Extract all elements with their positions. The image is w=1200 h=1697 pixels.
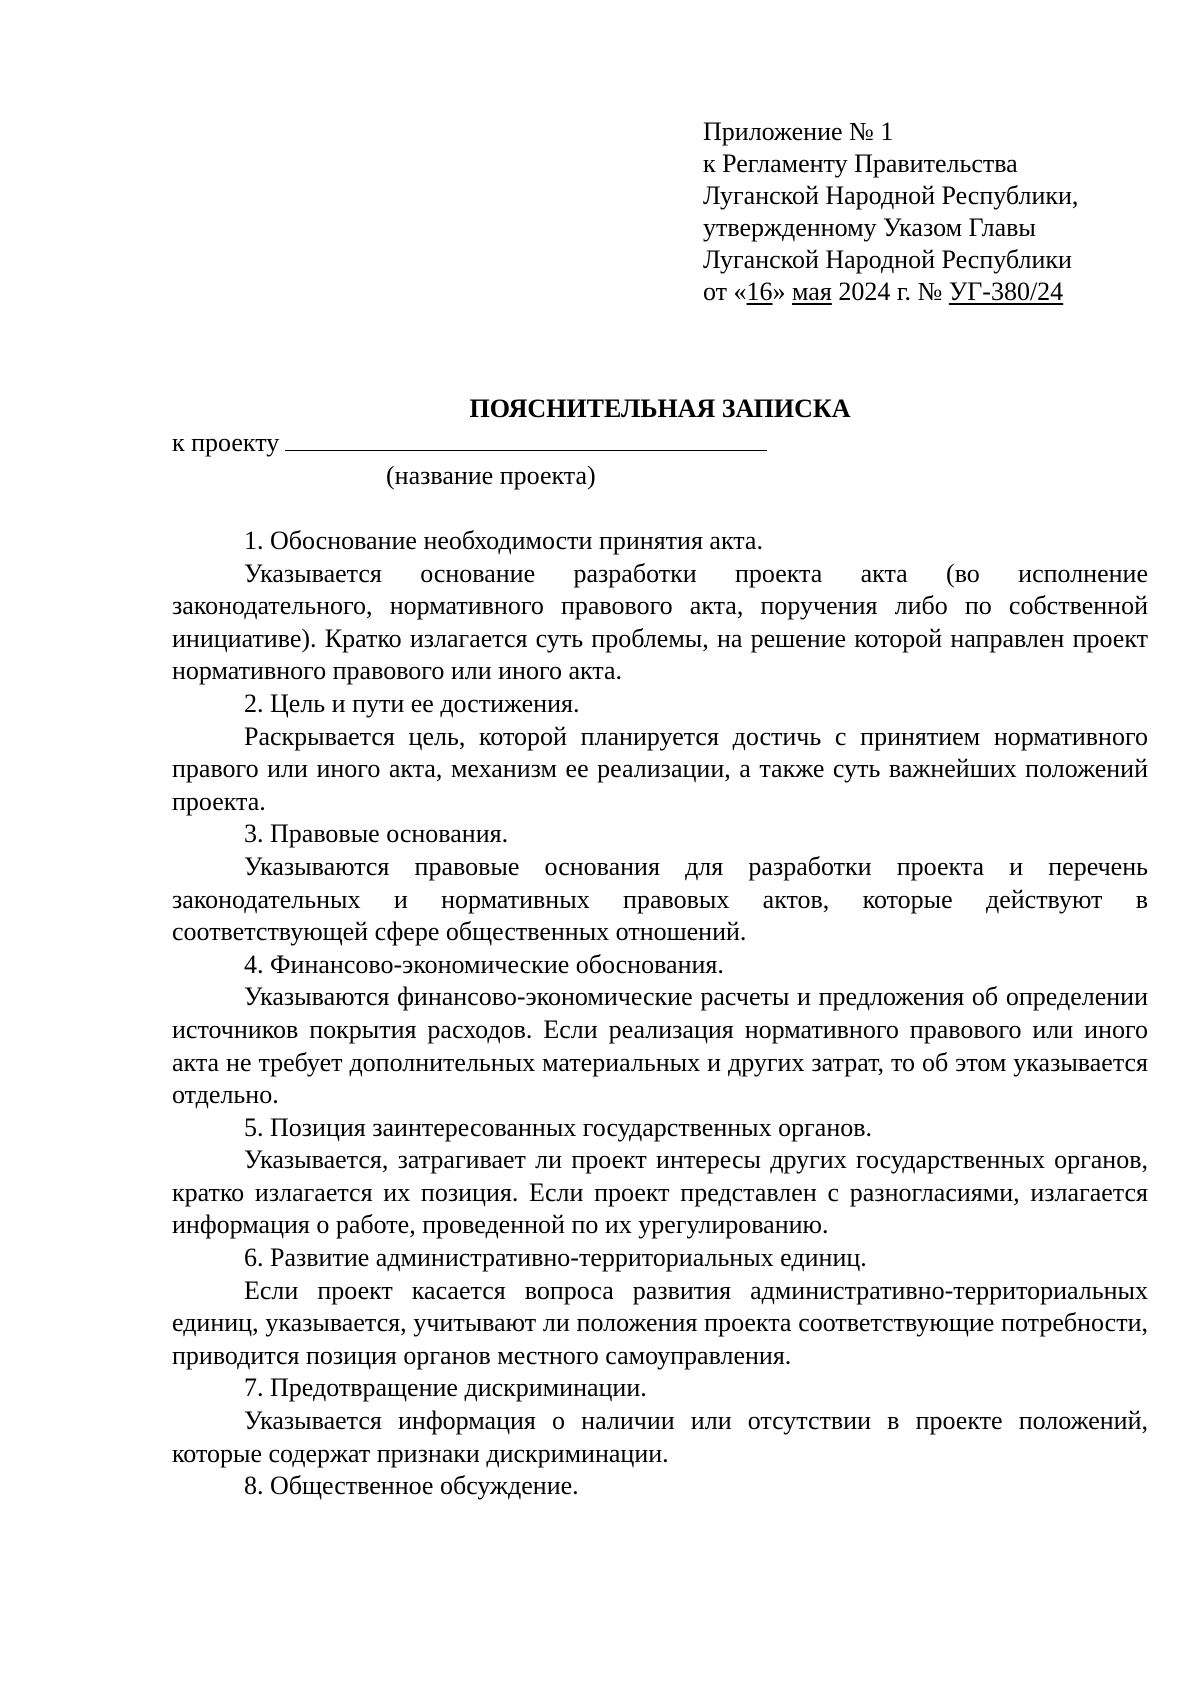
section-text: Указывается, затрагивает ли проект интересы других государственных органов, кратко излагается их позиция. Если проект представлен с разногласиями, излагается информация о работе, проведенной по их урегулированию. <box>172 1145 1148 1240</box>
appendix-line: утвержденному Указом Главы <box>703 213 1036 242</box>
section-heading: 6. Развитие административно-территориальных единиц. <box>244 1243 867 1273</box>
document-title: ПОЯСНИТЕЛЬНАЯ ЗАПИСКА <box>469 394 851 423</box>
section-text: Указывается информация о наличии или отсутствии в проекте положений, которые содержат признаки дискриминации. <box>172 1406 1148 1468</box>
section-heading: 1. Обоснование необходимости принятия акта. <box>244 526 763 555</box>
date-prefix: от « <box>703 277 747 306</box>
project-caption: (название проекта) <box>386 461 596 490</box>
date-day: 16 <box>746 277 773 306</box>
date-year: 2024 г. № <box>831 277 949 306</box>
decree-number: УГ-380/24 <box>948 277 1064 306</box>
appendix-header <box>703 116 1078 308</box>
section-heading: 2. Цель и пути ее достижения. <box>244 688 580 718</box>
date-month: мая <box>792 277 832 306</box>
appendix-line: к Регламенту Правительства <box>703 149 1018 178</box>
section-heading: 3. Правовые основания. <box>244 819 509 849</box>
section-text: Раскрывается цель, которой планируется достичь с принятием нормативного правого или иного акта, механизм ее реализации, а также суть важнейших положений проекта. <box>172 721 1148 816</box>
section-heading: 7. Предотвращение дискриминации. <box>244 1373 647 1403</box>
date-separator: » <box>772 277 793 306</box>
section-text: Указывается основание разработки проекта акта (во исполнение законодательного, нормативного правового акта, поручения либо по собственной инициативе). Кратко излагается суть проблемы, на решение которой направлен проект нормативного правового или иного акта. <box>172 558 1148 686</box>
section-text: Указываются финансово-экономические расчеты и предложения об определении источников покрытия расходов. Если реализация нормативного правового или иного акта не требует дополнительных материальных и других затрат, то об этом указывается отдельно. <box>172 982 1148 1110</box>
appendix-line: Луганской Народной Республики <box>703 245 1072 274</box>
project-label: к проекту <box>172 428 280 457</box>
project-line <box>172 427 767 459</box>
appendix-line: Луганской Народной Республики, <box>703 181 1079 210</box>
section-text: Если проект касается вопроса развития административно-территориальных единиц, указывается, учитывают ли положения проекта соответствующие потребности, приводится позиция органов местного самоуправления. <box>172 1275 1148 1370</box>
appendix-line: Приложение № 1 <box>703 117 894 146</box>
section-heading: 4. Финансово-экономические обоснования. <box>244 949 724 979</box>
section-heading: 8. Общественное обсуждение. <box>244 1471 579 1501</box>
section-heading: 5. Позиция заинтересованных государственных органов. <box>244 1112 873 1142</box>
project-name-blank <box>285 428 767 451</box>
appendix-date-line <box>703 276 1078 308</box>
document-body <box>172 525 1148 1503</box>
section-text: Указываются правовые основания для разработки проекта и перечень законодательных и нормативных правовых актов, которые действуют в соответствующей сфере общественных отношений. <box>172 851 1148 947</box>
